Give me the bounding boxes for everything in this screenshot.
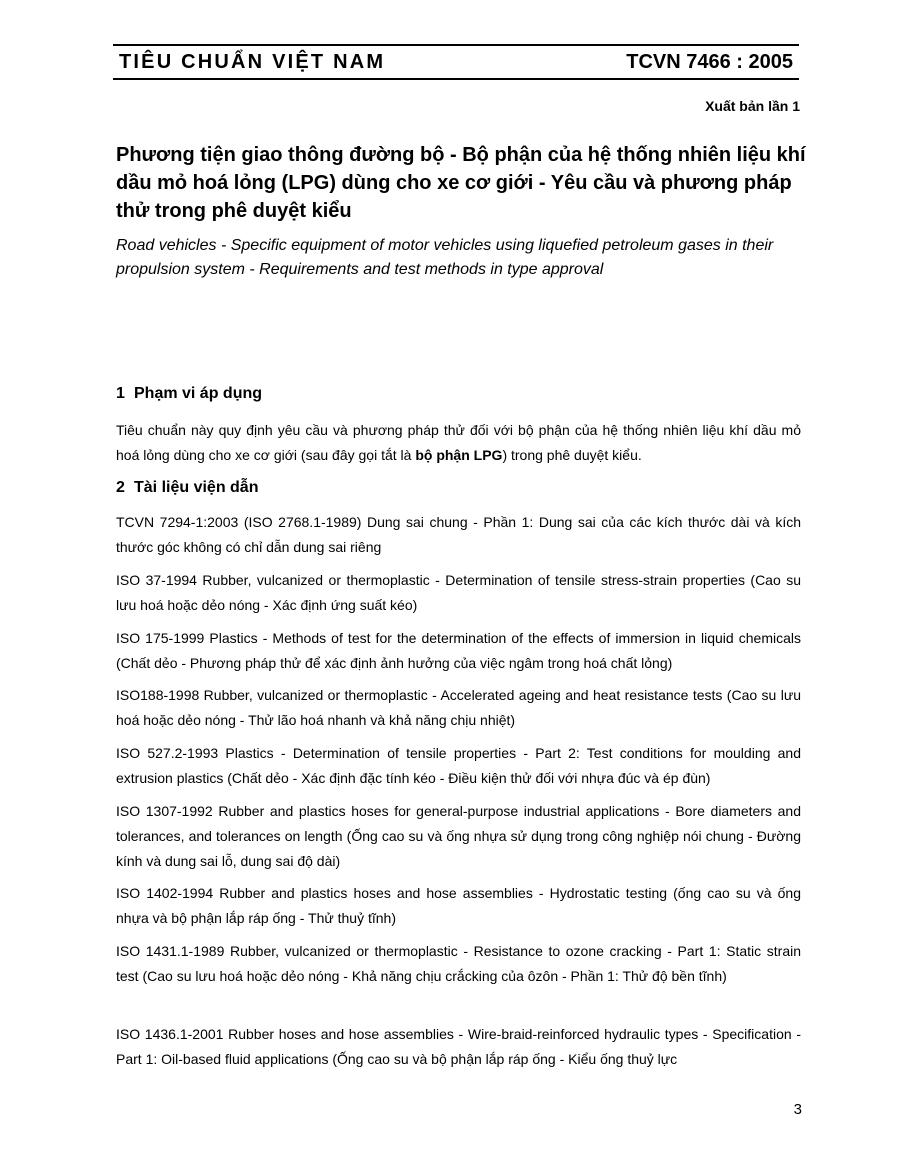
reference-item: ISO 175-1999 Plastics - Methods of test for the determination of the effects of immersion in liquid chemicals (Chất dẻo - Phương pháp thử để xác định ảnh hưởng của việc ngâm trong hoá chất lỏng)	[116, 630, 801, 671]
section-1-heading	[116, 385, 262, 403]
document-title-vietnamese: Phương tiện giao thông đường bộ - Bộ phận của hệ thống nhiên liệu khí dầu mỏ hoá lỏng (LPG) dùng cho xe cơ giới - Yêu cầu và phương pháp thử trong phê duyệt kiểu	[116, 144, 806, 222]
document-title-english: Road vehicles - Specific equipment of motor vehicles using liquefied petroleum gases in their propulsion system - Requirements and test methods in type approval	[116, 237, 774, 278]
reference-item: ISO 37-1994 Rubber, vulcanized or thermoplastic - Determination of tensile stress-strain properties (Cao su lưu hoá hoặc dẻo nóng - Xác định ứng suất kéo)	[116, 572, 801, 613]
reference-item: ISO 1402-1994 Rubber and plastics hoses and hose assemblies - Hydrostatic testing (ống cao su và ống nhựa và bộ phận lắp ráp ống - Thử thuỷ tĩnh)	[116, 885, 801, 926]
header-bottom-rule	[113, 78, 799, 80]
edition-note: Xuất bản lần 1	[705, 98, 800, 114]
section-title: Tài liệu viện dẫn	[134, 479, 259, 496]
section-number: 2	[116, 479, 125, 496]
scope-defined-term: bộ phận LPG	[415, 447, 503, 463]
reference-item: TCVN 7294-1:2003 (ISO 2768.1-1989) Dung sai chung - Phần 1: Dung sai của các kích thước dài và kích thước góc không có chỉ dẫn dung sai riêng	[116, 514, 801, 555]
section-2-heading	[116, 479, 258, 497]
scope-text-end: ) trong phê duyệt kiểu.	[502, 447, 642, 463]
section-title: Phạm vi áp dụng	[134, 385, 263, 402]
scope-text-start: Tiêu chuẩn này quy định yêu cầu và phương pháp thử đối với bộ phận của hệ thống nhiên liệu khí dầu mỏ hoá lỏng dùng cho xe cơ giới (sau đây gọi tắt là	[116, 422, 801, 463]
standard-series-title: TIÊU CHUẨN VIỆT NAM	[119, 51, 386, 73]
page-header	[113, 44, 799, 80]
reference-item: ISO 1307-1992 Rubber and plastics hoses for general-purpose industrial applications - Bore diameters and tolerances, and tolerances on length (Ống cao su và ống nhựa sử dụng trong công nghiệp nói chung - Đường kính và dung sai lỗ, dung sai độ dài)	[116, 803, 801, 869]
section-number: 1	[116, 385, 125, 402]
reference-item: ISO 1436.1-2001 Rubber hoses and hose assemblies - Wire-braid-reinforced hydraulic types - Specification - Part 1: Oil-based fluid applications (Ống cao su và bộ phận lắp ráp ống - Kiểu ống thuỷ lực	[116, 1026, 801, 1067]
reference-item: ISO188-1998 Rubber, vulcanized or thermoplastic - Accelerated ageing and heat resistance tests (Cao su lưu hoá hoặc dẻo nóng - Thử lão hoá nhanh và khả năng chịu nhiệt)	[116, 687, 801, 728]
scope-paragraph	[116, 418, 801, 468]
standard-code: TCVN 7466 : 2005	[626, 51, 793, 73]
page-number: 3	[793, 1101, 802, 1118]
reference-item: ISO 527.2-1993 Plastics - Determination of tensile properties - Part 2: Test conditions for moulding and extrusion plastics (Chất dẻo - Xác định đặc tính kéo - Điều kiện thử đối với nhựa đúc và ép đùn)	[116, 745, 801, 786]
reference-item: ISO 1431.1-1989 Rubber, vulcanized or thermoplastic - Resistance to ozone cracking - Part 1: Static strain test (Cao su lưu hoá hoặc dẻo nóng - Khả năng chịu crắcking của ôzôn - Phần 1: Thử độ bền tĩnh)	[116, 943, 801, 984]
header-top-rule	[113, 44, 799, 46]
